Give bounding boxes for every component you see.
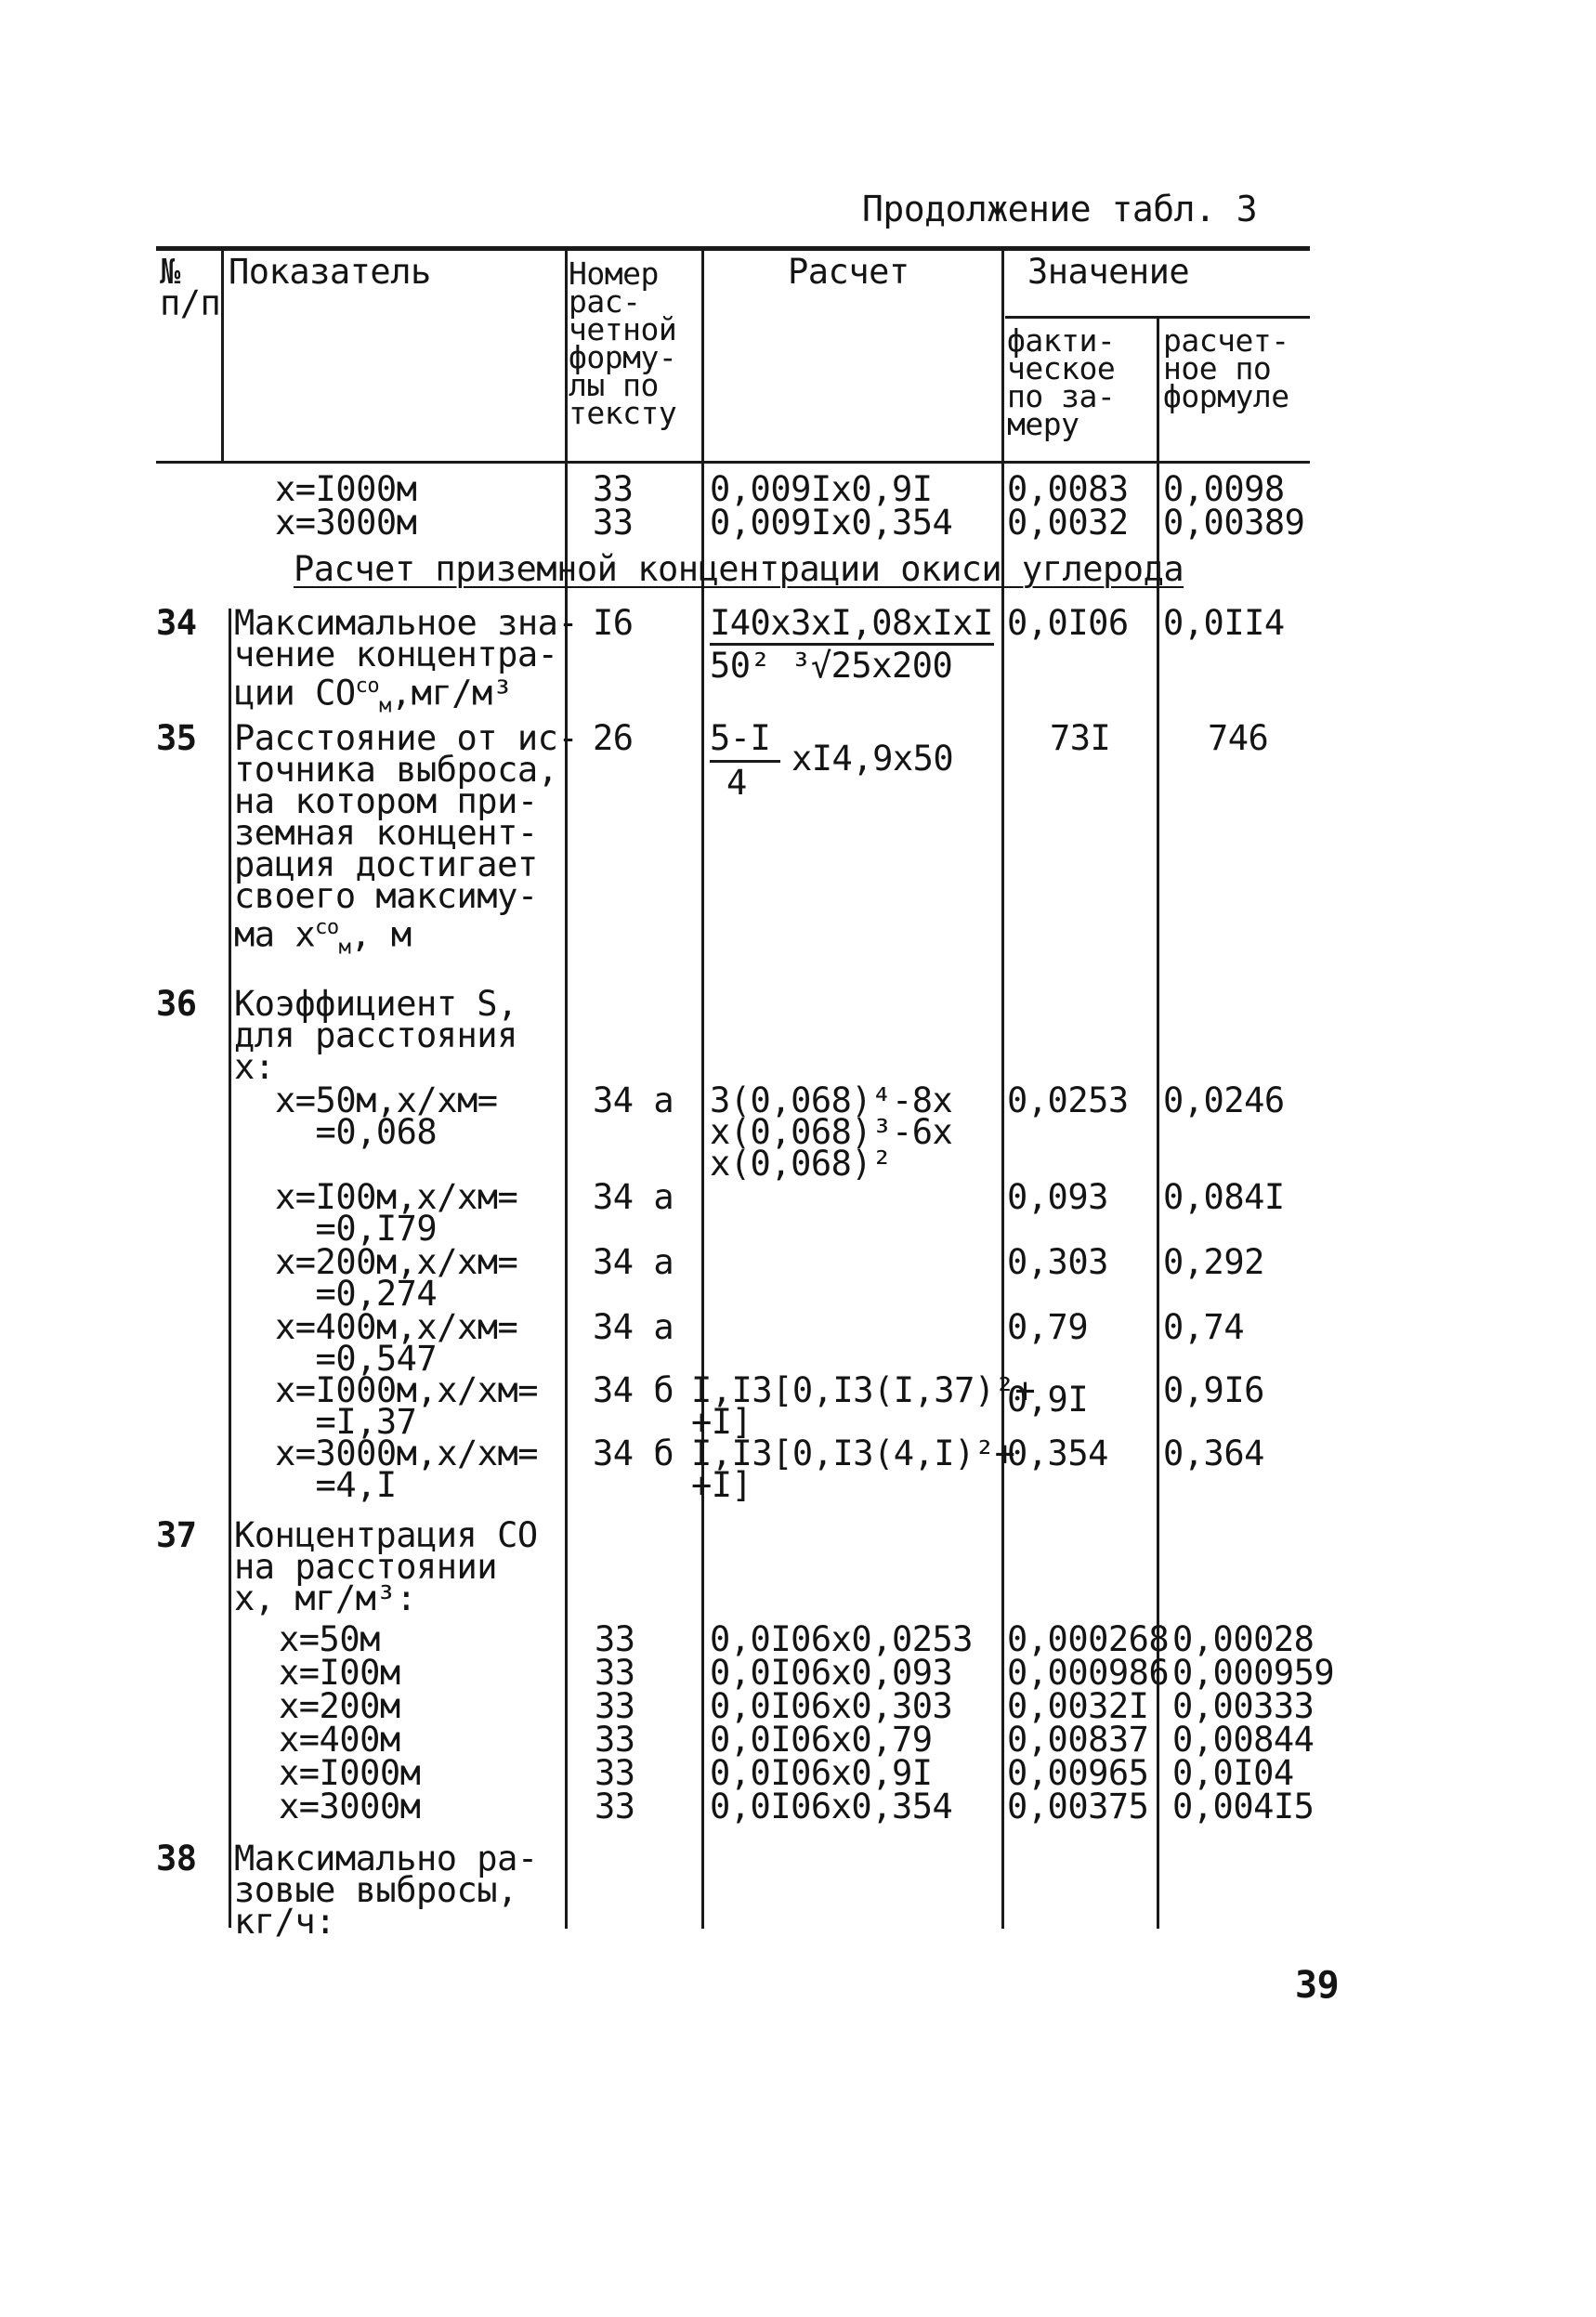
header-design: расчет- ное по формуле bbox=[1163, 322, 1289, 414]
row-actual: 0,000986 bbox=[1007, 1653, 1170, 1693]
row-actual: 0,0I06 bbox=[1007, 603, 1129, 643]
row-design: 0,084I bbox=[1163, 1177, 1285, 1217]
row-design: 0,004I5 bbox=[1172, 1787, 1315, 1826]
row-calc: 0,0I06x0,354 bbox=[710, 1787, 953, 1826]
row-indicator: Максимальное зна- чение концентра- ции $CO^{co}_м,мг/м^3$ bbox=[234, 603, 579, 718]
row-calc: I,I3[0,I3(I,37)²+ +I] bbox=[691, 1370, 1036, 1442]
row-actual: 0,093 bbox=[1007, 1177, 1108, 1217]
row-indicator: Концентрация CO на расстоянии x, мг/м³: bbox=[234, 1515, 538, 1618]
row-actual: 0,303 bbox=[1007, 1242, 1108, 1282]
row-calc: 0,009Ix0,9I bbox=[710, 469, 933, 509]
sub-item-label: x=I000м,x/xм= =I,37 bbox=[275, 1370, 539, 1442]
header-formula-no: Номер рас- четной форму- лы по тексту bbox=[569, 255, 677, 431]
row-design: 0,74 bbox=[1163, 1307, 1245, 1347]
row-actual: 0,0253 bbox=[1007, 1080, 1129, 1120]
row-design: 0,0098 bbox=[1163, 469, 1285, 509]
row-design: 0,9I6 bbox=[1163, 1370, 1264, 1410]
sub-item-label: x=200м,x/xм= =0,274 bbox=[275, 1242, 518, 1314]
section-title: Расчет приземной концентрации окиси углерода bbox=[294, 549, 1184, 589]
row-indicator: Максимально ра- зовые выбросы, кг/ч: bbox=[234, 1839, 538, 1942]
sub-item-label: x=50м bbox=[279, 1619, 380, 1659]
row-calc: 0,0I06x0,79 bbox=[710, 1720, 933, 1760]
row-formula: 33 bbox=[593, 469, 634, 509]
header-bottom-rule bbox=[156, 461, 1310, 464]
calc-denominator: 50² ³√25x200 bbox=[710, 646, 953, 686]
calc-multiplier: xI4,9x50 bbox=[791, 739, 954, 779]
row-design: 0,00028 bbox=[1172, 1619, 1315, 1659]
row-formula: 33 bbox=[595, 1787, 635, 1826]
row-formula: 34 б bbox=[593, 1433, 674, 1473]
sub-item-label: x=3000м bbox=[279, 1787, 421, 1826]
row-formula: 33 bbox=[595, 1753, 635, 1793]
row-calc: 0,009Ix0,354 bbox=[710, 503, 953, 543]
sub-item-label: x=400м bbox=[279, 1720, 400, 1760]
sub-item-label: x=400м,x/xм= =0,547 bbox=[275, 1307, 518, 1379]
row-indicator: Коэффициент S, для расстояния x: bbox=[234, 984, 517, 1087]
row-formula: 34 б bbox=[593, 1370, 674, 1410]
row-indicator: Расстояние от ис- точника выброса, на котором при- земная концент- рация достигает своего максиму- ма $x^{co}_м$, м bbox=[234, 718, 579, 960]
row-design: 0,00333 bbox=[1172, 1686, 1315, 1726]
sub-item-label: x=I000м bbox=[279, 1753, 421, 1793]
row-number: 36 bbox=[156, 984, 197, 1024]
row-design: 0,00844 bbox=[1172, 1720, 1315, 1760]
header-value: Значение bbox=[1027, 252, 1190, 292]
row-actual: 0,00965 bbox=[1007, 1753, 1149, 1793]
col-divider-3 bbox=[701, 249, 704, 1929]
col-divider-1b bbox=[229, 609, 231, 1928]
row-formula: 33 bbox=[595, 1686, 635, 1726]
header-indicator: Показатель bbox=[229, 252, 431, 292]
row-actual: 73I bbox=[1050, 718, 1111, 758]
row-formula: 26 bbox=[593, 718, 634, 758]
table-top-rule bbox=[156, 246, 1310, 251]
row-actual: 0,0032 bbox=[1007, 503, 1129, 543]
row-actual: 0,9I bbox=[1007, 1380, 1089, 1420]
sub-item-label: x=I00м bbox=[279, 1653, 400, 1693]
sub-item-label: x=200м bbox=[279, 1686, 400, 1726]
row-actual: 0,00837 bbox=[1007, 1720, 1149, 1760]
row-calc: I,I3[0,I3(4,I)²+ +I] bbox=[691, 1433, 1015, 1505]
col-divider-1 bbox=[221, 249, 224, 461]
calc-numerator: 5-I bbox=[710, 718, 771, 758]
row-calc: 3(0,068)⁴-8x x(0,068)³-6x x(0,068)² bbox=[710, 1080, 953, 1184]
row-formula: 34 а bbox=[593, 1177, 674, 1217]
col-divider-4 bbox=[1001, 249, 1004, 1929]
row-indicator: x=3000м bbox=[275, 503, 417, 543]
row-design: 0,0246 bbox=[1163, 1080, 1285, 1120]
row-formula: 33 bbox=[595, 1720, 635, 1760]
row-design: 0,292 bbox=[1163, 1242, 1264, 1282]
row-indicator: x=I000м bbox=[275, 469, 417, 509]
row-calc: 0,0I06x0,9I bbox=[710, 1753, 933, 1793]
row-formula: 34 а bbox=[593, 1307, 674, 1347]
row-actual: 0,354 bbox=[1007, 1433, 1108, 1473]
page-number: 39 bbox=[1295, 1964, 1340, 2007]
row-actual: 0,0032I bbox=[1007, 1686, 1149, 1726]
calc-numerator: I40x3xI,08xIxI bbox=[710, 603, 993, 643]
row-number: 35 bbox=[156, 718, 197, 758]
row-number: 38 bbox=[156, 1839, 197, 1878]
calc-denominator: 4 bbox=[726, 763, 747, 803]
row-design: 0,364 bbox=[1163, 1433, 1264, 1473]
header-actual: факти- ческое по за- меру bbox=[1007, 322, 1116, 442]
row-formula: 34 а bbox=[593, 1242, 674, 1282]
sub-item-label: x=I00м,x/xм= =0,I79 bbox=[275, 1177, 518, 1249]
row-design: 0,000959 bbox=[1172, 1653, 1335, 1693]
row-actual: 0,000268 bbox=[1007, 1619, 1170, 1659]
row-actual: 0,00375 bbox=[1007, 1787, 1149, 1826]
row-design: 746 bbox=[1208, 718, 1269, 758]
row-formula: I6 bbox=[593, 603, 634, 643]
table-caption: Продолжение табл. 3 bbox=[862, 189, 1258, 229]
row-formula: 33 bbox=[595, 1619, 635, 1659]
row-formula: 33 bbox=[595, 1653, 635, 1693]
header-calc: Расчет bbox=[788, 252, 909, 292]
row-actual: 0,0083 bbox=[1007, 469, 1129, 509]
col-divider-2 bbox=[565, 249, 568, 1929]
row-formula: 33 bbox=[593, 503, 634, 543]
row-formula: 34 а bbox=[593, 1080, 674, 1120]
row-calc: 0,0I06x0,0253 bbox=[710, 1619, 974, 1659]
sub-item-label: x=50м,x/xм= =0,068 bbox=[275, 1080, 498, 1152]
row-calc: 0,0I06x0,303 bbox=[710, 1686, 953, 1726]
header-no: № п/п bbox=[160, 252, 221, 323]
row-actual: 0,79 bbox=[1007, 1307, 1089, 1347]
row-design: 0,00389 bbox=[1163, 503, 1305, 543]
row-number: 37 bbox=[156, 1515, 197, 1555]
row-design: 0,0II4 bbox=[1163, 603, 1285, 643]
row-design: 0,0I04 bbox=[1172, 1753, 1294, 1793]
row-number: 34 bbox=[156, 603, 197, 643]
row-calc: 0,0I06x0,093 bbox=[710, 1653, 953, 1693]
sub-item-label: x=3000м,x/xм= =4,I bbox=[275, 1433, 539, 1505]
